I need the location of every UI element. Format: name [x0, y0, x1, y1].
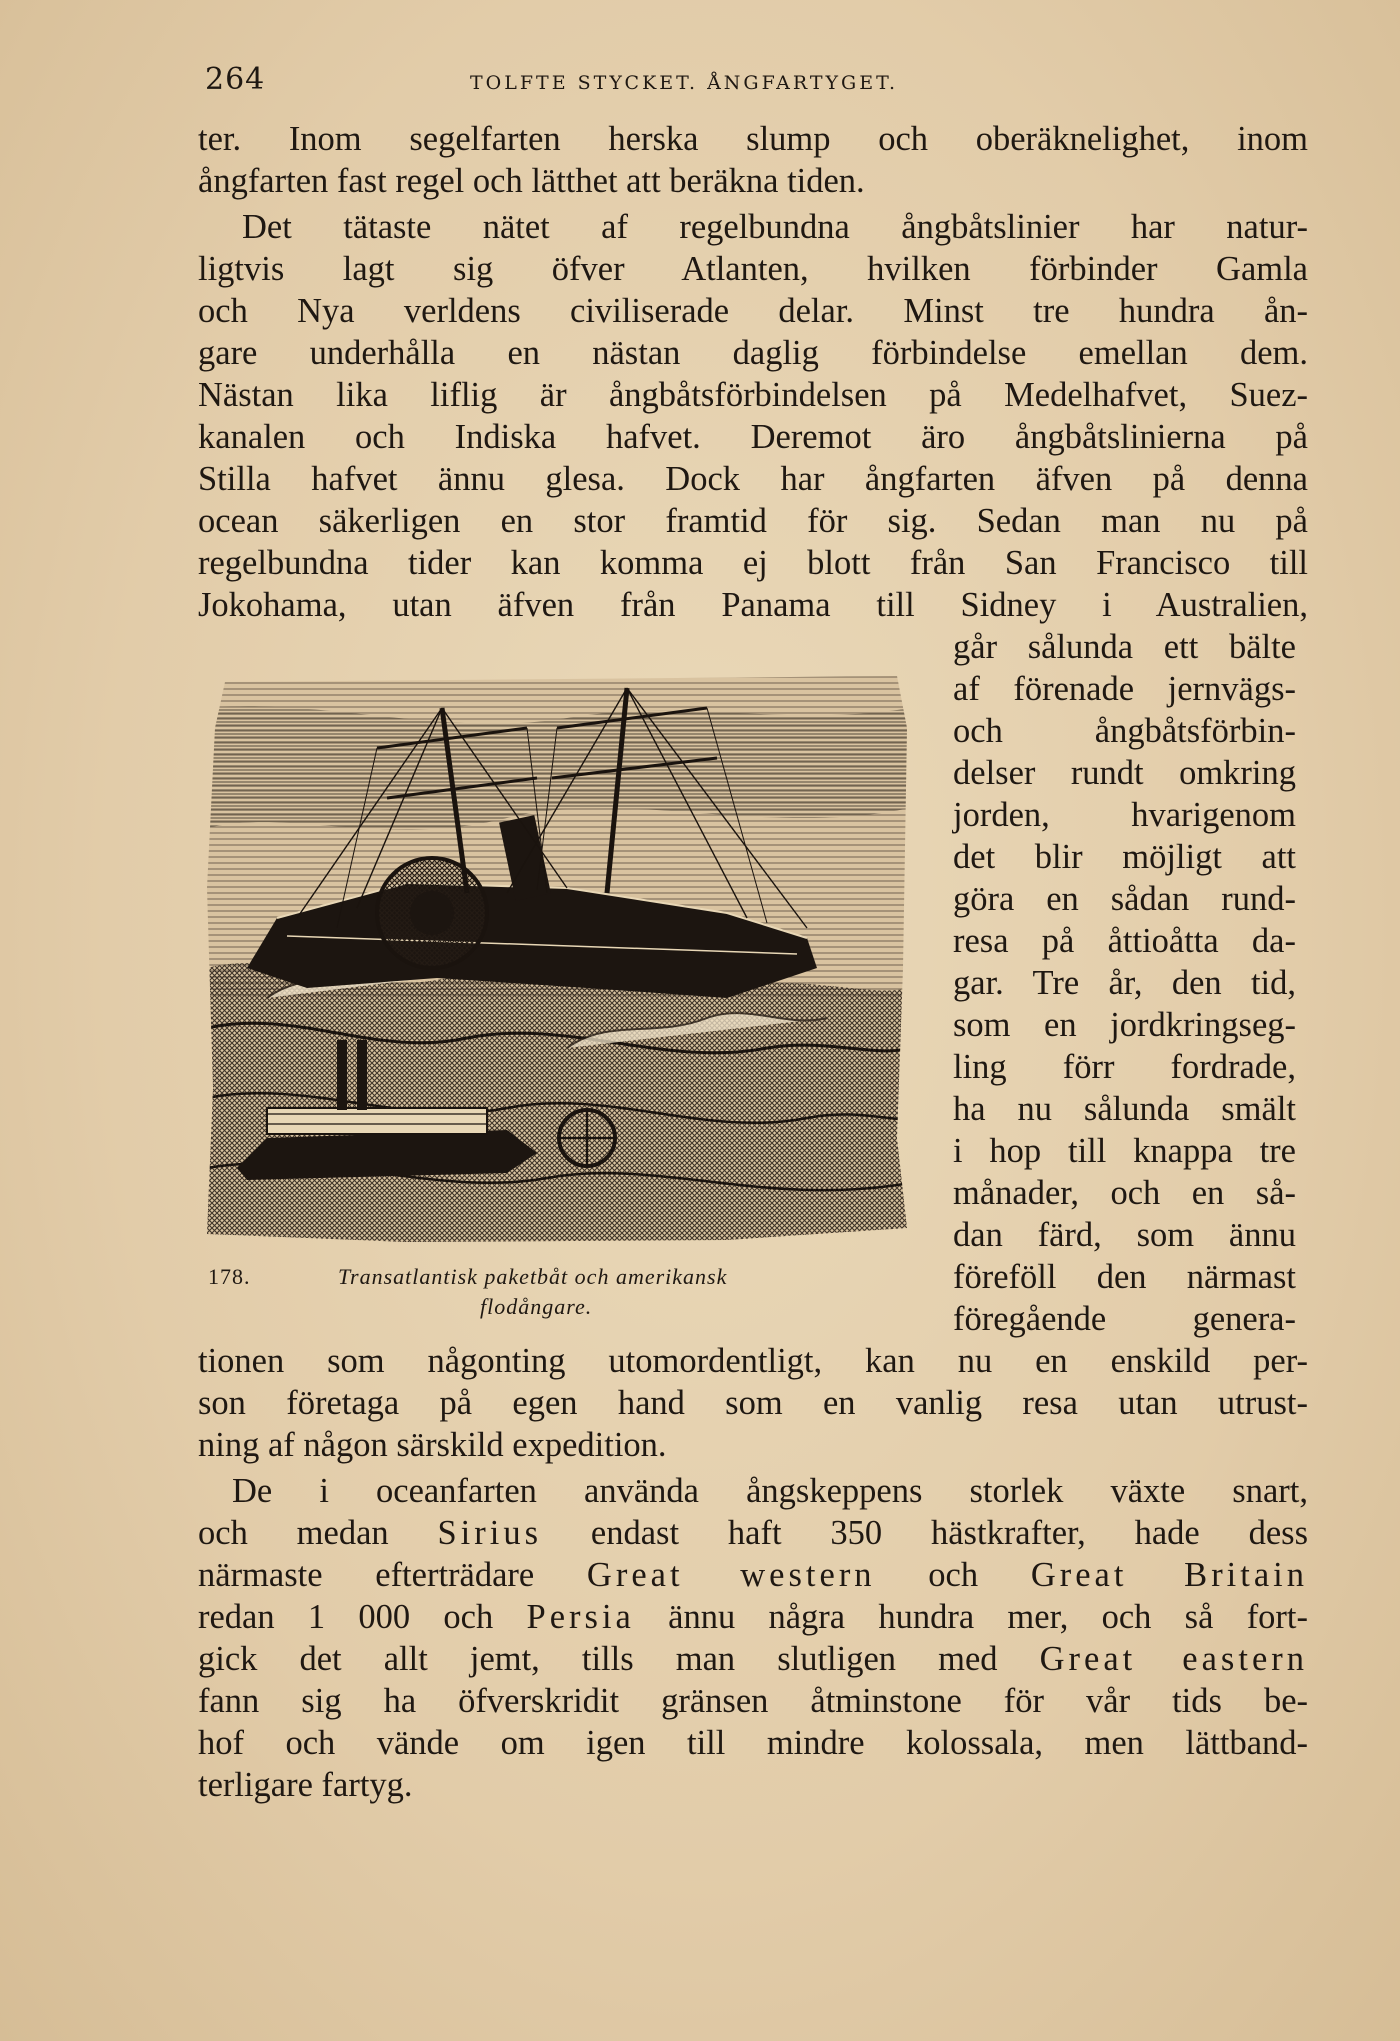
text-line: tionen som någonting utomordentligt, kan nu en enskild per-	[198, 1342, 1308, 1380]
text-line: hof och vände om igen till mindre kolossala, men lättband-	[198, 1724, 1308, 1762]
text-line: Jokohama, utan äfven från Panama till Sidney i Australien,	[198, 586, 1308, 624]
text-line: resa på åttioåtta da-	[953, 922, 1296, 960]
text-line: af förenade jernvägs-	[953, 670, 1296, 708]
text-line: föreföll den närmast	[953, 1258, 1296, 1296]
ship-name-great-western: Great western	[586, 1556, 876, 1594]
text-line	[198, 1512, 1308, 1554]
text-line: som en jordkringseg-	[953, 1006, 1296, 1044]
page-number: 264	[205, 62, 266, 97]
text-run: redan 1 000 och	[198, 1598, 527, 1636]
text-line: dan färd, som ännu	[953, 1216, 1296, 1254]
figure-number: 178.	[208, 1264, 251, 1289]
text-line: göra en sådan rund-	[953, 880, 1296, 918]
text-line: föregående genera-	[953, 1300, 1296, 1338]
text-line: son företaga på egen hand som en vanlig resa utan utrust-	[198, 1384, 1308, 1422]
page-header	[205, 62, 1310, 102]
text-line: jorden, hvarigenom	[953, 796, 1296, 834]
ship-name-sirius: Sirius	[437, 1514, 543, 1552]
text-line: ning af någon särskild expedition.	[198, 1426, 667, 1464]
text-line	[198, 1638, 1308, 1680]
text-line: månader, och en så-	[953, 1174, 1296, 1212]
text-line: terligare fartyg.	[198, 1766, 413, 1804]
text-line: går sålunda ett bälte	[953, 628, 1296, 666]
text-line: ocean säkerligen en stor framtid för sig. Sedan man nu på	[198, 502, 1308, 540]
ship-name-persia: Persia	[526, 1598, 635, 1636]
text-line: ha nu sålunda smält	[953, 1090, 1296, 1128]
text-run: gick det allt jemt, tills man slutligen med	[198, 1640, 1040, 1678]
text-line: och Nya verldens civiliserade delar. Minst tre hundra ån-	[198, 292, 1308, 330]
text-line	[198, 1554, 1308, 1596]
text-run: ännu några hundra mer, och så fort-	[634, 1598, 1308, 1636]
text-line: regelbundna tider kan komma ej blott från San Francisco till	[198, 544, 1308, 582]
caption-line: Transatlantisk paketbåt och amerikansk	[338, 1264, 728, 1289]
text-line: De i oceanfarten använda ångskeppens storlek växte snart,	[232, 1472, 1308, 1510]
text-run: endast haft 350 hästkrafter, hade dess	[542, 1514, 1308, 1552]
text-line: ter. Inom segelfarten herska slump och oberäknelighet, inom	[198, 120, 1308, 158]
text-line: i hop till knappa tre	[953, 1132, 1296, 1170]
ship-name-great-britain: Great Britain	[1030, 1556, 1309, 1594]
text-run: och	[875, 1556, 1031, 1594]
text-line: gar. Tre år, den tid,	[953, 964, 1296, 1002]
text-run: och medan	[198, 1514, 438, 1552]
text-run: närmaste efterträdare	[198, 1556, 587, 1594]
text-line	[198, 1596, 1308, 1638]
text-line: gare underhålla en nästan daglig förbindelse emellan dem.	[198, 334, 1308, 372]
caption-line: flodångare.	[480, 1294, 593, 1319]
ships-in-storm-image	[207, 668, 910, 1246]
text-line: och ångbåtsförbin-	[953, 712, 1296, 750]
text-line: ångfarten fast regel och lätthet att beräkna tiden.	[198, 162, 865, 200]
text-line: kanalen och Indiska hafvet. Deremot äro ångbåtslinierna på	[198, 418, 1308, 456]
ship-name-great-eastern: Great eastern	[1039, 1640, 1308, 1678]
text-line: Stilla hafvet ännu glesa. Dock har ångfarten äfven på denna	[198, 460, 1308, 498]
text-line: ling förr fordrade,	[953, 1048, 1296, 1086]
text-line: ligtvis lagt sig öfver Atlanten, hvilken förbinder Gamla	[198, 250, 1308, 288]
text-line: Det tätaste nätet af regelbundna ångbåtslinier har natur-	[242, 208, 1308, 246]
text-line: fann sig ha öfverskridit gränsen åtminstone för vår tids be-	[198, 1682, 1308, 1720]
running-head: TOLFTE STYCKET. ÅNGFARTYGET.	[470, 72, 899, 94]
text-line: Nästan lika liflig är ångbåtsförbindelsen på Medelhafvet, Suez-	[198, 376, 1308, 414]
text-line: det blir möjligt att	[953, 838, 1296, 876]
engraving-illustration	[207, 668, 910, 1246]
text-line: delser rundt omkring	[953, 754, 1296, 792]
